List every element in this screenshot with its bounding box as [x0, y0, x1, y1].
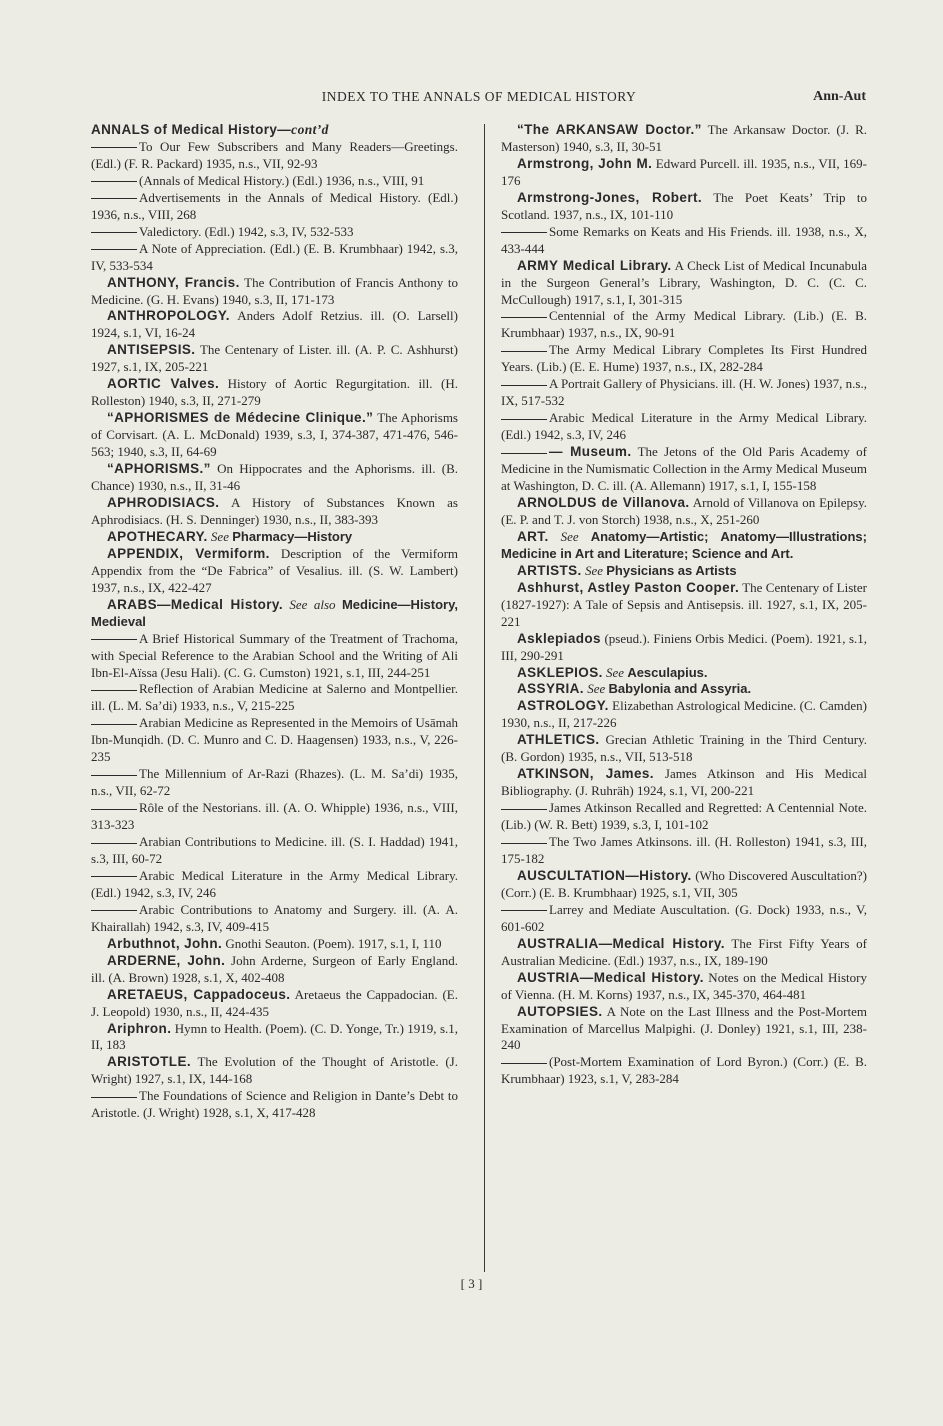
- index-entry: [91, 461, 458, 495]
- index-entry: [501, 563, 867, 580]
- index-entry: [91, 953, 458, 987]
- entry-citation: James Atkinson and His Medical Bibliography. (J. Ruhräh) 1924, s.1, VI, 200-221: [501, 766, 867, 799]
- entry-heading: APHRODISIACS.: [107, 494, 220, 510]
- entry-citation: On Hippocrates and the Aphorisms. ill. (B. Chance) 1930, n.s., II, 31-46: [91, 461, 458, 494]
- ditto-rule: [91, 876, 137, 877]
- index-subentry: [501, 308, 867, 342]
- ditto-rule: [501, 232, 547, 233]
- entry-heading: ARABS—Medical History.: [107, 596, 283, 612]
- ditto-rule: [501, 843, 547, 844]
- entry-heading: ANTHROPOLOGY.: [107, 308, 230, 324]
- index-subentry: [91, 631, 458, 682]
- cross-reference: Physicians as Artists: [606, 562, 737, 578]
- cross-reference: Pharmacy—History: [232, 528, 353, 544]
- index-entry: [501, 732, 867, 766]
- index-subentry: [91, 1088, 458, 1122]
- entry-heading: ANNALS of Medical History—cont’d: [91, 122, 329, 137]
- entry-citation: The First Fifty Years of Australian Medicine. (Edl.) 1937, n.s., IX, 189-190: [501, 935, 867, 968]
- entry-heading: Armstrong-Jones, Robert.: [517, 189, 703, 205]
- subentry-citation: A Portrait Gallery of Physicians. ill. (H. W. Jones) 1937, n.s., IX, 517-532: [501, 376, 867, 409]
- index-entry: [91, 308, 458, 342]
- entry-heading: ATKINSON, James.: [517, 766, 654, 782]
- entry-heading: Ashhurst, Astley Paston Cooper.: [517, 579, 740, 595]
- index-entry: [91, 1021, 458, 1055]
- see-reference-label: See: [606, 664, 625, 680]
- subentry-citation: Advertisements in the Annals of Medical History. (Edl.) 1936, n.s., VIII, 268: [91, 189, 458, 222]
- entry-citation: Hymn to Health. (Poem). (C. D. Yonge, Tr.) 1919, s.1, II, 183: [91, 1020, 458, 1053]
- index-entry: [501, 122, 867, 156]
- subentry-citation: James Atkinson Recalled and Regretted: A Centennial Note. (Lib.) (W. R. Bett) 1939, s.3, I, 101-102: [501, 800, 867, 833]
- ditto-rule: [91, 775, 137, 776]
- index-subentry: [91, 715, 458, 766]
- entry-heading: ANTISEPSIS.: [107, 342, 196, 358]
- entry-citation: A History of Substances Known as Aphrodisiacs. (H. S. Denninger) 1930, n.s., II, 383-393: [91, 494, 458, 527]
- ditto-rule: [91, 724, 137, 725]
- ditto-rule: [501, 910, 547, 911]
- ditto-rule: [501, 385, 547, 386]
- index-entry: [501, 156, 867, 190]
- see-reference-label: See also: [289, 596, 336, 612]
- subentry-citation: Arabic Medical Literature in the Army Medical Library. (Edl.) 1942, s.3, IV, 246: [91, 867, 458, 900]
- ditto-rule: [91, 1097, 137, 1098]
- entry-heading: ARETAEUS, Cappadoceus.: [107, 986, 291, 1002]
- index-entry: [501, 698, 867, 732]
- index-entry: [91, 376, 458, 410]
- subentry-citation: The Army Medical Library Completes Its First Hundred Years. (Lib.) (E. E. Hume) 1937, n.s., IX, 282-284: [501, 342, 867, 375]
- index-entry: [91, 342, 458, 376]
- entry-citation: (pseud.). Finiens Orbis Medici. (Poem). 1921, s.1, III, 290-291: [501, 630, 867, 663]
- subentry-citation: Arabic Medical Literature in the Army Medical Library. (Edl.) 1942, s.3, IV, 246: [501, 410, 867, 443]
- subentry-heading: — Museum.: [549, 444, 632, 460]
- index-entry: [501, 868, 867, 902]
- index-entry: [501, 190, 867, 224]
- running-title: INDEX TO THE ANNALS OF MEDICAL HISTORY: [321, 89, 637, 104]
- cross-reference: Babylonia and Assyria.: [608, 681, 752, 697]
- entry-heading: Asklepiados: [517, 630, 601, 646]
- subentry-citation: A Note of Appreciation. (Edl.) (E. B. Krumbhaar) 1942, s.3, IV, 533-534: [91, 240, 458, 273]
- see-reference-label: See: [587, 681, 606, 697]
- subentry-citation: A Brief Historical Summary of the Treatment of Trachoma, with Special Reference to the Arabian School and the Writing of Ali Ibn-El-Aïssa (Jesu Hali). (C. G. Cumston) 1921, s.1, III, 244-251: [91, 630, 458, 680]
- ditto-rule: [501, 1063, 547, 1064]
- index-entry: [91, 597, 458, 631]
- entry-heading: APPENDIX, Vermiform.: [107, 545, 270, 561]
- entry-citation: Edward Purcell. ill. 1935, n.s., VII, 169-176: [501, 155, 867, 188]
- entry-citation: History of Aortic Regurgitation. ill. (H. Rolleston) 1940, s.3, II, 271-279: [91, 376, 458, 409]
- index-subentry: [91, 173, 458, 190]
- entry-heading: ATHLETICS.: [517, 732, 600, 748]
- see-reference-label: See: [210, 528, 229, 544]
- entry-heading: ANTHONY, Francis.: [107, 274, 240, 290]
- entry-citation: A Note on the Last Illness and the Post-Mortem Examination of Marcellus Malpighi. (J. Donley) 1921, s.1, III, 238-240: [501, 1003, 867, 1053]
- entry-heading: ASTROLOGY.: [517, 698, 609, 714]
- entry-citation: Arnold of Villanova on Epilepsy. (E. P. and T. J. von Storch) 1938, n.s., X, 251-260: [501, 494, 867, 527]
- subentry-citation: Valedictory. (Edl.) 1942, s.3, IV, 532-533: [139, 223, 354, 239]
- entry-heading: AUTOPSIES.: [517, 1003, 603, 1019]
- ditto-rule: [91, 639, 137, 640]
- ditto-rule: [91, 198, 137, 199]
- subentry-citation: The Jetons of the Old Paris Academy of Medicine in the Numismatic Collection in the Army Medical Museum at Washington, D. C. ill. (A. Allemann) 1917, s.1, I, 155-158: [501, 444, 867, 494]
- index-entry: [501, 529, 867, 563]
- ditto-rule: [91, 690, 137, 691]
- subentry-citation: Larrey and Mediate Auscultation. (G. Dock) 1933, n.s., V, 601-602: [501, 901, 867, 934]
- subentry-citation: Centennial of the Army Medical Library. (Lib.) (E. B. Krumbhaar) 1937, n.s., IX, 90-91: [501, 308, 867, 341]
- ditto-rule: [91, 809, 137, 810]
- subentry-citation: Reflection of Arabian Medicine at Salerno and Montpellier. ill. (L. M. Sa’di) 1933, n.s., V, 215-225: [91, 681, 458, 714]
- entry-heading-continued: cont’d: [291, 122, 329, 137]
- cross-reference: Anatomy—Artistic; Anatomy—Illustrations; Medicine in Art and Literature; Science and Art.: [501, 528, 867, 561]
- index-subentry: [501, 410, 867, 444]
- index-subentry: [501, 902, 867, 936]
- entry-heading: AUSCULTATION—History.: [517, 867, 692, 883]
- entry-citation: Description of the Vermiform Appendix from the “De Fabrica” of Vesalius. ill. (S. W. Lambert) 1937, n.s., IX, 422-427: [91, 545, 459, 595]
- ditto-rule: [91, 249, 137, 250]
- ditto-rule: [501, 351, 547, 352]
- index-entry: [501, 495, 867, 529]
- entry-heading: ARTISTS.: [517, 562, 582, 578]
- entry-heading: AORTIC Valves.: [107, 376, 220, 392]
- index-subentry: [91, 190, 458, 224]
- entry-heading: ARISTOTLE.: [107, 1054, 192, 1070]
- column-divider: [484, 124, 485, 1272]
- index-entry: [91, 122, 458, 139]
- entry-citation: Elizabethan Astrological Medicine. (C. Camden) 1930, n.s., II, 217-226: [501, 698, 867, 731]
- subentry-citation: To Our Few Subscribers and Many Readers—Greetings. (Edl.) (F. R. Packard) 1935, n.s., VII, 92-93: [91, 138, 458, 171]
- index-subentry: [91, 800, 458, 834]
- subentry-citation: (Annals of Medical History.) (Edl.) 1936, n.s., VIII, 91: [139, 172, 425, 188]
- index-entry: [91, 1054, 458, 1088]
- entry-heading: ASKLEPIOS.: [517, 664, 603, 680]
- ditto-rule: [91, 147, 137, 148]
- subentry-citation: The Millennium of Ar-Razi (Rhazes). (L. M. Sa’di) 1935, n.s., VII, 62-72: [91, 766, 458, 799]
- index-entry: [501, 665, 867, 682]
- subentry-citation: (Post-Mortem Examination of Lord Byron.) (Corr.) (E. B. Krumbhaar) 1923, s.1, V, 283-284: [501, 1054, 867, 1087]
- entry-heading: AUSTRALIA—Medical History.: [517, 935, 725, 951]
- entry-citation: The Arkansaw Doctor. (J. R. Masterson) 1940, s.3, II, 30-51: [501, 122, 867, 154]
- index-subentry: [91, 766, 458, 800]
- index-entry: [501, 970, 867, 1004]
- ditto-rule: [501, 809, 547, 810]
- ditto-rule: [91, 843, 137, 844]
- running-header: [92, 89, 866, 111]
- index-entry: [91, 410, 458, 461]
- index-subentry: [91, 902, 458, 936]
- entry-citation: Anders Adolf Retzius. ill. (O. Larsell) 1924, s.1, VI, 16-24: [91, 308, 458, 341]
- index-entry: [501, 681, 867, 698]
- entry-citation: The Evolution of the Thought of Aristotle. (J. Wright) 1927, s.1, IX, 144-168: [91, 1054, 458, 1087]
- index-entry: [501, 631, 867, 665]
- entry-citation: Gnothi Seauton. (Poem). 1917, s.1, I, 110: [222, 935, 442, 951]
- index-subentry: [501, 444, 867, 495]
- index-entry: [501, 766, 867, 800]
- index-entry: [501, 1004, 867, 1055]
- see-reference-label: See: [584, 562, 603, 578]
- index-subentry: [91, 139, 458, 173]
- subentry-citation: Arabian Medicine as Represented in the Memoirs of Usāmah Ibn-Munqidh. (D. C. Munro and C. D. Haagensen) 1933, n.s., V, 226-235: [91, 715, 458, 765]
- entry-citation: The Poet Keats’ Trip to Scotland. 1937, n.s., IX, 101-110: [501, 189, 867, 222]
- entry-citation: The Centenary of Lister. ill. (A. P. C. Ashhurst) 1927, s.1, IX, 205-221: [91, 342, 458, 375]
- entry-citation: Aretaeus the Cappadocian. (E. J. Leopold) 1930, n.s., II, 424-435: [91, 986, 459, 1019]
- entry-heading: AUSTRIA—Medical History.: [517, 969, 704, 985]
- index-subentry: [91, 241, 458, 275]
- entry-heading: ARDERNE, John.: [107, 952, 226, 968]
- subentry-citation: Some Remarks on Keats and His Friends. ill. 1938, n.s., X, 433-444: [501, 223, 867, 256]
- index-range: Ann-Aut: [813, 89, 866, 104]
- ditto-rule: [91, 910, 137, 911]
- entry-heading: “APHORISMES de Médecine Clinique.”: [107, 410, 374, 426]
- right-column: [501, 122, 867, 1088]
- subentry-citation: Arabian Contributions to Medicine. ill. (S. I. Haddad) 1941, s.3, III, 60-72: [91, 834, 458, 866]
- index-subentry: [501, 1054, 867, 1088]
- cross-reference: Aesculapius.: [627, 664, 708, 680]
- ditto-rule: [501, 453, 547, 454]
- entry-citation: (Who Discovered Auscultation?) (Corr.) (E. B. Krumbhaar) 1925, s.1, VII, 305: [501, 867, 867, 900]
- entry-heading: “APHORISMS.”: [107, 461, 211, 477]
- index-subentry: [91, 868, 458, 902]
- index-entry: [501, 580, 867, 631]
- index-entry: [501, 936, 867, 970]
- index-entry: [501, 258, 867, 309]
- index-entry: [91, 546, 458, 597]
- ditto-rule: [91, 232, 137, 233]
- index-entry: [91, 495, 458, 529]
- index-subentry: [501, 342, 867, 376]
- index-subentry: [91, 834, 458, 868]
- index-entry: [91, 987, 458, 1021]
- entry-heading: ART.: [517, 528, 549, 544]
- subentry-citation: Arabic Contributions to Anatomy and Surgery. ill. (A. A. Khairallah) 1942, s.3, IV, 409-415: [91, 901, 458, 934]
- subentry-citation: The Two James Atkinsons. ill. (H. Rolleston) 1941, s.3, III, 175-182: [501, 834, 867, 866]
- entry-heading: ARNOLDUS de Villanova.: [517, 494, 690, 510]
- cross-reference: Medicine—History, Medieval: [91, 596, 458, 629]
- index-subentry: [501, 224, 867, 258]
- index-entry: [91, 275, 458, 309]
- entry-heading: Arbuthnot, John.: [107, 935, 223, 951]
- index-subentry: [91, 681, 458, 715]
- ditto-rule: [501, 419, 547, 420]
- subentry-citation: Rôle of the Nestorians. ill. (A. O. Whipple) 1936, n.s., VIII, 313-323: [91, 800, 458, 833]
- entry-citation: Grecian Athletic Training in the Third Century. (B. Gordon) 1935, n.s., VII, 513-518: [501, 732, 867, 765]
- entry-heading: “The ARKANSAW Doctor.”: [517, 122, 702, 137]
- entry-citation: A Check List of Medical Incunabula in the Surgeon General’s Library, Washington, D. C. (C. C. McCullough) 1917, s.1, I, 301-315: [501, 257, 867, 307]
- entry-citation: John Arderne, Surgeon of Early England. ill. (A. Brown) 1928, s.1, X, 402-408: [91, 952, 458, 985]
- ditto-rule: [91, 181, 137, 182]
- subentry-citation: The Foundations of Science and Religion in Dante’s Debt to Aristotle. (J. Wright) 1928, s.1, X, 417-428: [91, 1088, 458, 1121]
- entry-heading: ARMY Medical Library.: [517, 257, 672, 273]
- index-subentry: [501, 800, 867, 834]
- entry-citation: The Contribution of Francis Anthony to Medicine. (G. H. Evans) 1940, s.3, II, 171-173: [91, 274, 458, 307]
- entry-heading: APOTHECARY.: [107, 528, 208, 544]
- index-entry: [91, 936, 458, 953]
- page-number: [ 3 ]: [460, 1276, 483, 1291]
- entry-heading: Armstrong, John M.: [517, 155, 653, 171]
- index-subentry: [501, 834, 867, 868]
- entry-citation: The Aphorisms of Corvisart. (A. L. McDonald) 1939, s.3, I, 374-387, 471-476, 546-563; 1940, s.3, II, 64-69: [91, 410, 458, 460]
- index-subentry: [501, 376, 867, 410]
- entry-citation: Notes on the Medical History of Vienna. (H. M. Korns) 1937, n.s., IX, 345-370, 464-481: [501, 969, 867, 1002]
- ditto-rule: [501, 317, 547, 318]
- index-subentry: [91, 224, 458, 241]
- see-reference-label: See: [560, 528, 579, 544]
- entry-heading: ASSYRIA.: [517, 681, 584, 697]
- index-entry: [91, 529, 458, 546]
- left-column: [91, 122, 458, 1122]
- entry-citation: The Centenary of Lister (1827-1927): A Tale of Sepsis and Antisepsis. ill. 1927, s.1, IX, 205-221: [501, 579, 867, 629]
- entry-heading: Ariphron.: [107, 1020, 172, 1036]
